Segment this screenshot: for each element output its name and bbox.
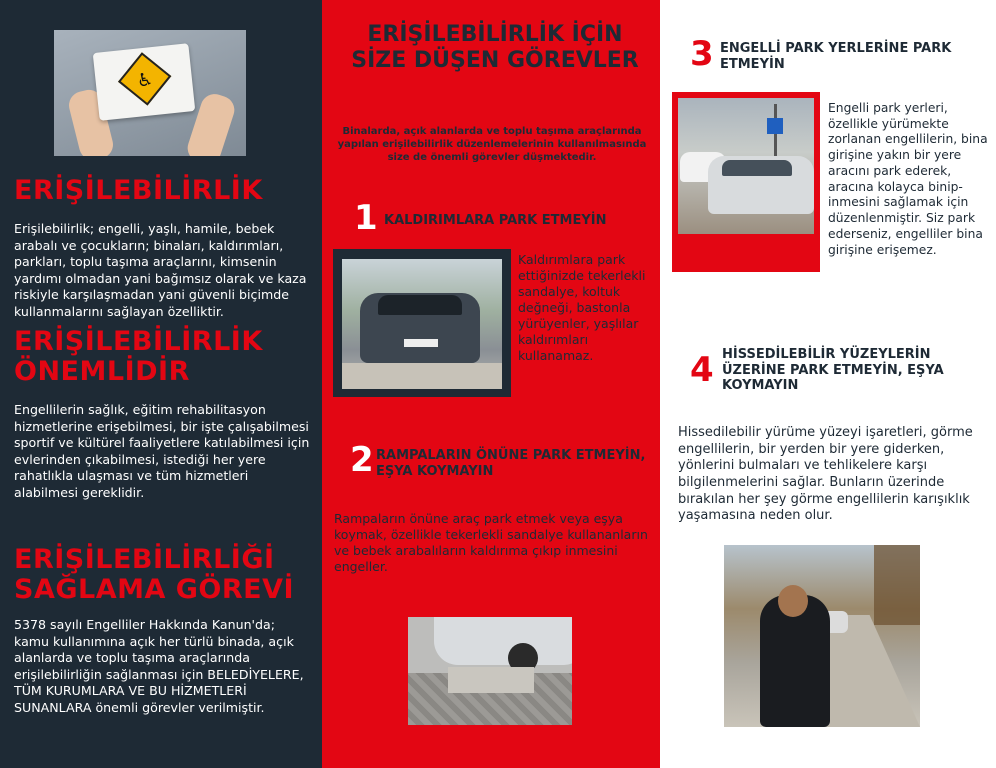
section-number-2: 2: [350, 440, 374, 480]
paragraph-definition: Erişilebilirlik; engelli, yaşlı, hamile, bebek arabalı ve çocukların; binaları, kaldırımları, parkları, toplu taşıma araçlarını, kimsenin yardımı olmadan yani bağımsız olarak ve kaza riskiyle karşılaşmadan yani güvenli biçimde kullanmalarını sağlayan özelliktir.: [14, 221, 307, 320]
middle-intro: Binalarda, açık alanlarda ve toplu taşıma araçlarında yapılan erişilebilirlik düzenlemelerinin kullanılmasında size de önemli görevler düşmektedir.: [337, 126, 647, 163]
section-4-text: Hissedilebilir yürüme yüzeyi işaretleri, görme engellilerin, bir yerden bir yere giderken, yönlerini bulmaları ve tehlikelere karşı bilgilenmelerini sağlar. Bunların üzerinde bırakılan her şey görme engellilerin karışıklık yaşamasına neden olur.: [678, 425, 973, 524]
accessibility-sign-photo: [54, 30, 246, 156]
disabled-parking-photo: [678, 98, 814, 234]
section-1-text: Kaldırımlara park ettiğinizde tekerlekli sandalye, koltuk değneği, bastonla yürüyenler, yaşlılar kaldırımları kullanamaz.: [518, 252, 646, 363]
paragraph-duty: 5378 sayılı Engelliler Hakkında Kanun'da; kamu kullanımına açık her türlü binada, açık alanlarda ve toplu taşıma araçlarında erişilebilirliğin sağlanması için BELEDİYELERE, TÜM KURUMLARA VE BU HİZMETLERİ SUNANLARA önemli görevler verilmiştir.: [14, 617, 304, 716]
wheelchair-sign-icon: ♿: [135, 69, 155, 92]
heading-importance: ERİŞİLEBİLİRLİK ÖNEMLİDİR: [14, 326, 263, 388]
section-number-3: 3: [690, 34, 714, 74]
section-number-1: 1: [354, 198, 378, 238]
section-2-title: RAMPALARIN ÖNÜNE PARK ETMEYİN, EŞYA KOYMAYIN: [376, 448, 646, 479]
section-3-title: ENGELLİ PARK YERLERİNE PARK ETMEYİN: [720, 41, 952, 72]
ramp-blocked-car-photo: [408, 617, 572, 725]
section-3-text: Engelli park yerleri, özellikle yürümekte zorlanan engellilerin, bina girişine yakın bir yere aracını park ederek, aracına kolayca binip-inmesini sağlamak için düzenlenmiştir. Siz park ederseniz, engelliler bina girişine erişemez.: [828, 101, 988, 257]
middle-title: ERİŞİLEBİLİRLİK İÇİN SİZE DÜŞEN GÖREVLER: [351, 22, 639, 74]
section-number-4: 4: [690, 350, 714, 390]
heading-erisilebilirlik: ERİŞİLEBİLİRLİK: [14, 175, 263, 206]
heading-duty: ERİŞİLEBİLİRLİĞİ SAĞLAMA GÖREVİ: [14, 544, 295, 606]
section-1-title: KALDIRIMLARA PARK ETMEYİN: [384, 213, 607, 228]
sidewalk-parked-car-photo: [342, 259, 502, 389]
paragraph-importance: Engellilerin sağlık, eğitim rehabilitasyon hizmetlerine erişebilmesi, bir işte çalışabilmesi sportif ve kültürel faaliyetlere katılabilmesi için evlerinden çıkabilmesi, istediği her yere rahatlıkla ulaşması ve tüm hizmetleri alabilmesi gereklidir.: [14, 402, 310, 501]
section-2-text: Rampaların önüne araç park etmek veya eşya koymak, özellikle tekerlekli sandalye kullananların ve bebek arabalıların kaldırıma çıkıp inmesini engeller.: [334, 511, 648, 574]
tactile-paving-photo: [724, 545, 920, 727]
section-4-title: HİSSEDİLEBİLİR YÜZEYLERİN ÜZERİNE PARK ETMEYİN, EŞYA KOYMAYIN: [722, 347, 944, 394]
